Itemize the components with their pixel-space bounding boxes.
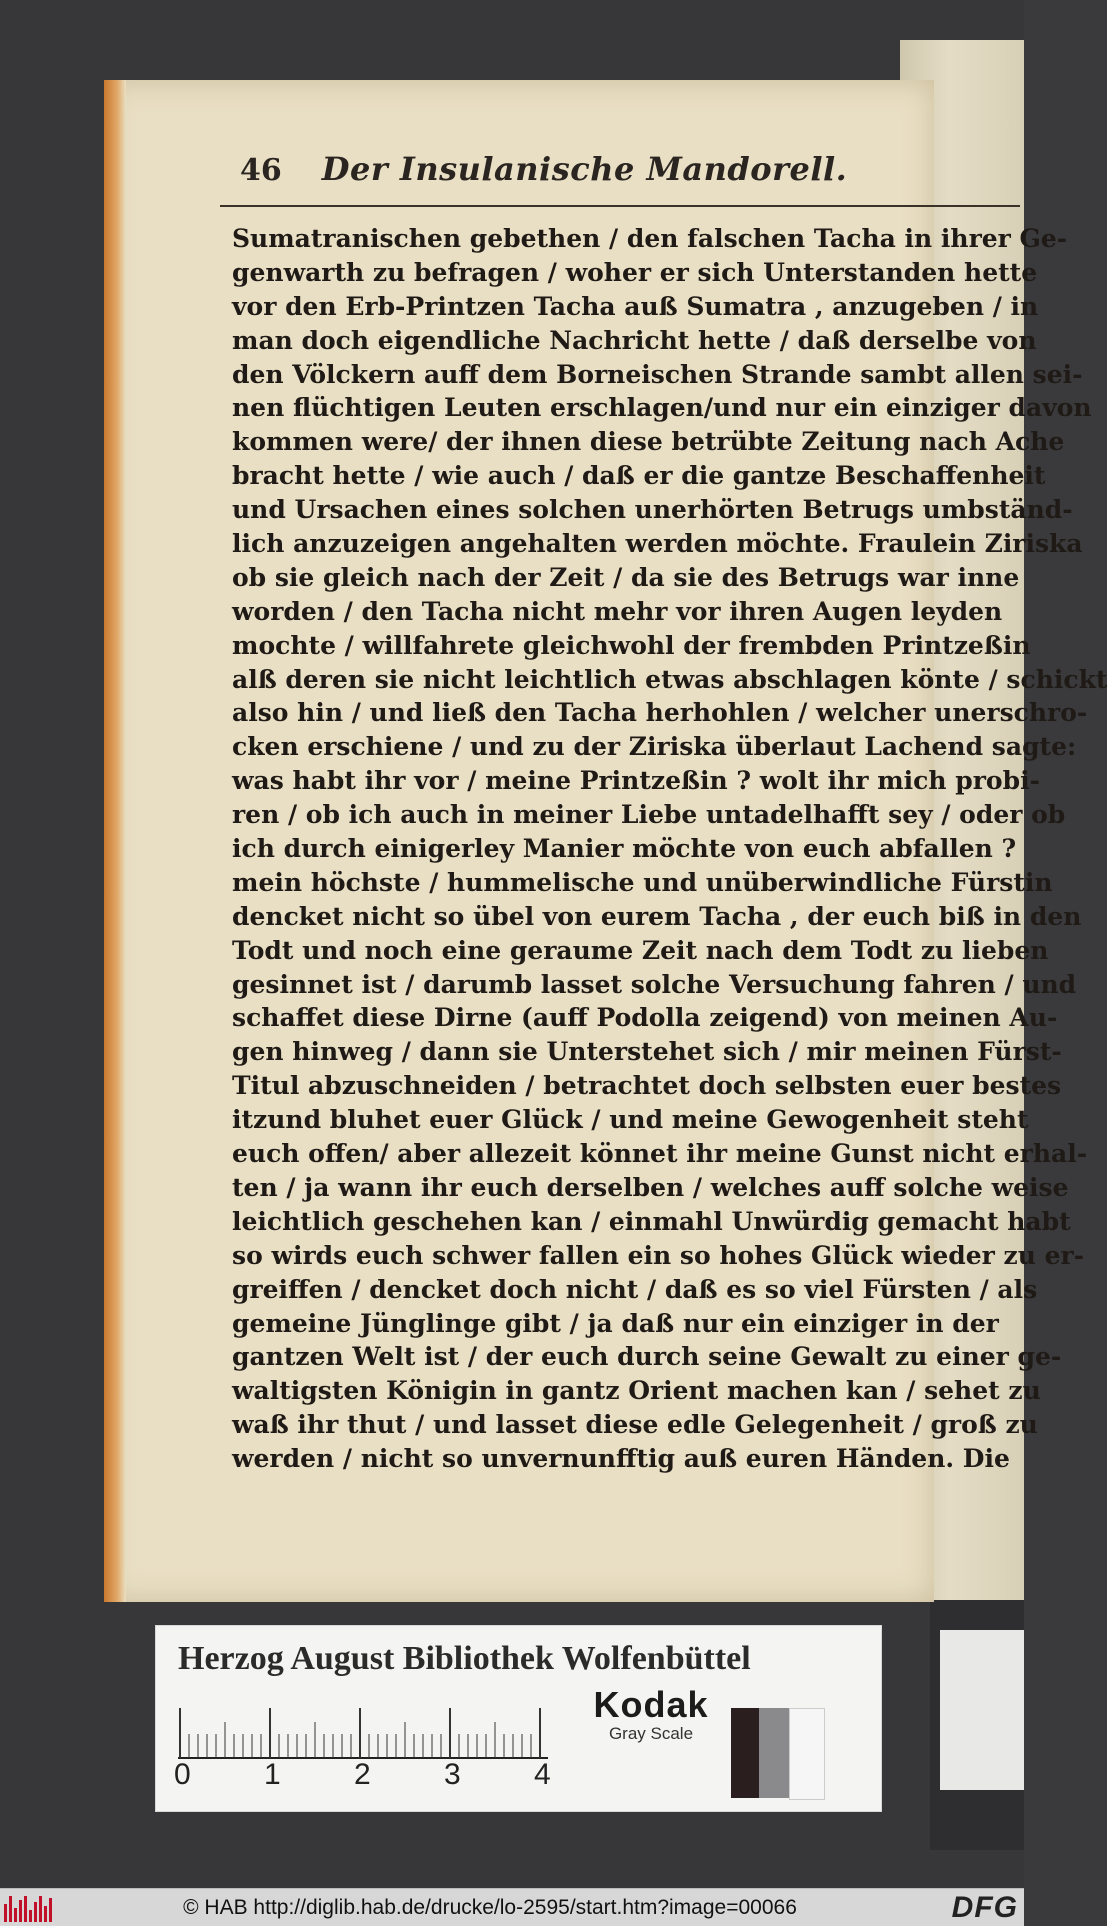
hab-barcode-icon xyxy=(4,1894,52,1922)
text-line: ich durch einigerley Manier möchte von euch abfallen ? xyxy=(232,834,1017,864)
text-line: Sumatranischen gebethen / den falschen Tacha in ihrer Ge- xyxy=(232,224,1068,253)
text-line: Titul abzuschneiden / betrachtet doch selbsten euer bestes xyxy=(232,1071,1062,1101)
text-line: gen hinweg / dann sie Unterstehet sich / mir meinen Fürst- xyxy=(232,1037,1062,1067)
ruler-number: 4 xyxy=(534,1758,551,1791)
text-line: lich anzuzeigen angehalten werden möchte. Fraulein Ziriska xyxy=(232,529,1083,559)
text-line: gantzen Welt ist / der euch durch seine Gewalt zu einer ge- xyxy=(232,1342,1062,1372)
text-line: werden / nicht so unvernunfftig auß euren Händen. Die xyxy=(232,1444,1010,1474)
swatch-gray xyxy=(759,1708,789,1798)
text-line: worden / den Tacha nicht mehr vor ihren Augen leyden xyxy=(232,596,1003,626)
header-rule xyxy=(220,205,1020,207)
text-line: ob sie gleich nach der Zeit / da sie des Betrugs war inne xyxy=(232,562,1020,592)
swatch-dark xyxy=(731,1708,759,1798)
library-name: Herzog August Bibliothek Wolfenbüttel xyxy=(178,1640,751,1677)
text-line: schaffet diese Dirne (auff Podolla zeigend) von meinen Au- xyxy=(232,1003,1058,1033)
text-line: leichtlich geschehen kan / einmahl Unwürdig gemacht habt xyxy=(232,1206,1071,1236)
text-line: den Völckern auff dem Borneischen Strande sambt allen sei- xyxy=(232,359,1083,389)
text-line: mochte / willfahrete gleichwohl der frembden Printzeßin xyxy=(232,630,1031,660)
text-line: bracht hette / wie auch / daß er die gantze Beschaffenheit xyxy=(232,461,1046,491)
text-line: so wirds euch schwer fallen ein so hohes Glück wieder zu er- xyxy=(232,1240,1085,1270)
text-line: genwarth zu befragen / woher er sich Unterstanden hette xyxy=(232,257,1038,287)
body-text xyxy=(232,222,1107,1474)
text-line: waß ihr thut / und lasset diese edle Gelegenheit / groß zu xyxy=(232,1410,1038,1440)
swatch-white xyxy=(789,1708,825,1800)
text-line: greiffen / dencket doch nicht / daß es so viel Fürsten / als xyxy=(232,1274,1038,1304)
text-line: vor den Erb-Printzen Tacha auß Sumatra , anzugeben / in xyxy=(232,291,1039,321)
page-header xyxy=(240,150,930,190)
kodak-brand: Kodak xyxy=(593,1684,709,1725)
text-line: gesinnet ist / darumb lasset solche Versuchung fahren / und xyxy=(232,969,1077,999)
text-line: mein höchste / hummelische und unüberwindliche Fürstin xyxy=(232,867,1053,897)
text-line: kommen were/ der ihnen diese betrübte Zeitung nach Ache xyxy=(232,427,1065,457)
running-head: Der Insulanische Mandorell. xyxy=(321,150,848,188)
text-line: Todt und noch eine geraume Zeit nach dem Todt zu lieben xyxy=(232,935,1049,965)
text-line: itzund bluhet euer Glück / und meine Gewogenheit steht xyxy=(232,1105,1029,1135)
text-line: euch offen/ aber allezeit könnet ihr meine Gunst nicht erhal- xyxy=(232,1139,1088,1169)
page-number: 46 xyxy=(240,153,282,188)
citation-link[interactable]: © HAB http://diglib.hab.de/drucke/lo-2595/start.htm?image=00066 xyxy=(183,1895,797,1919)
text-line: gemeine Jünglinge gibt / ja daß nur ein einziger in der xyxy=(232,1308,999,1338)
text-line: cken erschiene / und zu der Ziriska überlaut Lachend sagte: xyxy=(232,732,1077,762)
text-line: waltigsten Königin in gantz Orient machen kan / sehet zu xyxy=(232,1376,1041,1406)
kodak-label xyxy=(576,1684,726,1744)
text-line: was habt ihr vor / meine Printzeßin ? wolt ihr mich probi- xyxy=(232,766,1040,796)
dfg-logo: DFG xyxy=(951,1890,1018,1924)
measure-ruler xyxy=(178,1704,548,1760)
color-calibration-card xyxy=(155,1625,882,1812)
text-line: und Ursachen eines solchen unerhörten Betrugs umbständ- xyxy=(232,495,1073,525)
text-line: dencket nicht so übel von eurem Tacha , der euch biß in den xyxy=(232,901,1082,931)
gray-scale-label: Gray Scale xyxy=(608,1724,694,1743)
ruler-number: 0 xyxy=(174,1758,191,1791)
text-line: man doch eigendliche Nachricht hette / daß derselbe von xyxy=(232,325,1037,355)
text-line: ren / ob ich auch in meiner Liebe untadelhafft sey / oder ob xyxy=(232,800,1066,830)
text-line: alß deren sie nicht leichtlich etwas abschlagen könte / schickt xyxy=(232,664,1107,694)
footer-bar xyxy=(0,1888,1024,1926)
ruler-number: 1 xyxy=(264,1758,281,1791)
ruler-number: 3 xyxy=(444,1758,461,1791)
ruler-numbers xyxy=(174,1758,594,1792)
page-gutter-edge xyxy=(104,80,126,1602)
text-line: nen flüchtigen Leuten erschlagen/und nur ein einziger davon xyxy=(232,393,1092,423)
adjacent-card-edge xyxy=(940,1630,1024,1790)
text-line: also hin / und ließ den Tacha herhohlen / welcher unerschro- xyxy=(232,698,1088,728)
ruler-number: 2 xyxy=(354,1758,371,1791)
text-line: ten / ja wann ihr euch derselben / welches auff solche weise xyxy=(232,1172,1069,1202)
